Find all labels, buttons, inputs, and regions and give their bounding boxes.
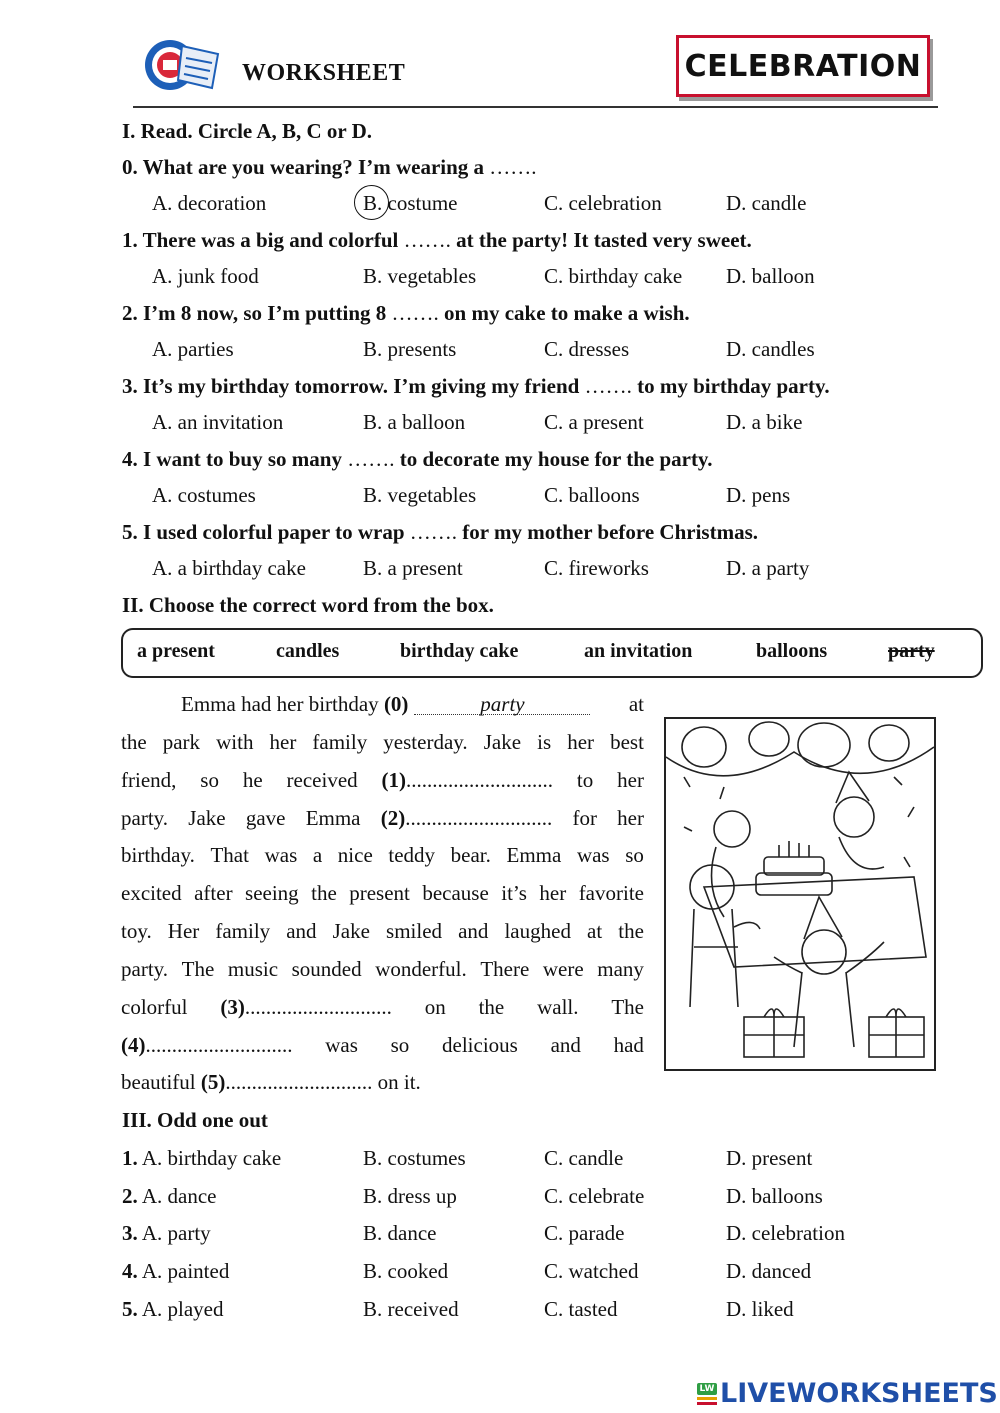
odd-2-option-b[interactable]: B. dress up xyxy=(363,1184,457,1208)
q2-option-b[interactable]: B. presents xyxy=(363,337,457,361)
q3-option-d[interactable]: D. a bike xyxy=(726,410,803,434)
q1-option-c[interactable]: C. birthday cake xyxy=(544,264,683,288)
section1-heading: I. Read. Circle A, B, C or D. xyxy=(122,119,373,143)
q3-option-a[interactable]: A. an invitation xyxy=(152,410,284,434)
q4-option-a[interactable]: A. costumes xyxy=(152,483,256,507)
odd-1-option-a[interactable]: 1. A. birthday cake xyxy=(122,1146,282,1170)
blank-1[interactable]: (1)............................ xyxy=(381,768,554,792)
passage-line-5: birthday. That was a nice teddy bear. Emma was so xyxy=(121,843,644,867)
odd-2-option-c[interactable]: C. celebrate xyxy=(544,1184,645,1208)
odd-4-option-a[interactable]: 4. A. painted xyxy=(122,1259,230,1283)
q0-option-c[interactable]: C. celebration xyxy=(544,191,662,215)
odd-4-option-c[interactable]: C. watched xyxy=(544,1259,639,1283)
passage-line-11: beautiful (5)............................ on it. xyxy=(121,1070,421,1094)
answer-0: party xyxy=(414,694,590,715)
passage-line-6: excited after seeing the present because it’s her favorite xyxy=(121,881,644,905)
answer-circle xyxy=(354,185,389,220)
liveworksheets-logo[interactable]: LW LIVEWORKSHEETS xyxy=(697,1378,998,1409)
word-party-used: party xyxy=(888,640,935,662)
odd-3-option-d[interactable]: D. celebration xyxy=(726,1221,845,1245)
q1-option-a[interactable]: A. junk food xyxy=(152,264,259,288)
blank-5[interactable]: (5)............................ xyxy=(200,1070,373,1094)
word-box xyxy=(121,628,983,678)
passage-line-1: Emma had her birthday (0) party at xyxy=(181,692,644,716)
q2-option-d[interactable]: D. candles xyxy=(726,337,815,361)
q0-option-a[interactable]: A. decoration xyxy=(152,191,267,215)
passage-line-8: party. The music sounded wonderful. There were many xyxy=(121,957,644,981)
odd-1-option-b[interactable]: B. costumes xyxy=(363,1146,466,1170)
odd-5-option-c[interactable]: C. tasted xyxy=(544,1297,618,1321)
odd-1-option-c[interactable]: C. candle xyxy=(544,1146,624,1170)
blank-3[interactable]: (3)............................ xyxy=(220,995,392,1019)
q5-option-a[interactable]: A. a birthday cake xyxy=(152,556,306,580)
word-birthday-cake: birthday cake xyxy=(400,640,519,662)
q5-option-c[interactable]: C. fireworks xyxy=(544,556,649,580)
question-4: 4. I want to buy so many ……. to decorate my house for the party. xyxy=(122,447,713,471)
q2-option-a[interactable]: A. parties xyxy=(152,337,234,361)
odd-2-option-d[interactable]: D. balloons xyxy=(726,1184,823,1208)
word-balloons: balloons xyxy=(756,640,828,662)
q2-option-c[interactable]: C. dresses xyxy=(544,337,630,361)
odd-5-option-a[interactable]: 5. A. played xyxy=(122,1297,224,1321)
question-1: 1. There was a big and colorful ……. at the party! It tasted very sweet. xyxy=(122,228,752,252)
passage-line-7: toy. Her family and Jake smiled and laughed at the xyxy=(121,919,644,943)
question-0: 0. What are you wearing? I’m wearing a ……. xyxy=(122,155,537,179)
q1-option-b[interactable]: B. vegetables xyxy=(363,264,477,288)
word-a-present: a present xyxy=(137,640,215,662)
odd-3-option-a[interactable]: 3. A. party xyxy=(122,1221,211,1245)
q4-option-c[interactable]: C. balloons xyxy=(544,483,640,507)
q0-option-d[interactable]: D. candle xyxy=(726,191,807,215)
passage-line-4: party. Jake gave Emma (2)............................ for her xyxy=(121,806,644,830)
blank-4[interactable]: (4)............................ xyxy=(121,1033,293,1057)
odd-4-option-d[interactable]: D. danced xyxy=(726,1259,812,1283)
question-2: 2. I’m 8 now, so I’m putting 8 ……. on my cake to make a wish. xyxy=(122,301,690,325)
odd-1-option-d[interactable]: D. present xyxy=(726,1146,813,1170)
q4-option-b[interactable]: B. vegetables xyxy=(363,483,477,507)
q5-option-b[interactable]: B. a present xyxy=(363,556,463,580)
passage-line-9: colorful (3)............................ on the wall. The xyxy=(121,995,644,1019)
q5-option-d[interactable]: D. a party xyxy=(726,556,810,580)
section2-heading: II. Choose the correct word from the box. xyxy=(122,593,494,617)
passage-line-3: friend, so he received (1)............................ to her xyxy=(121,768,644,792)
passage-line-10: (4)............................ was so delicious and had xyxy=(121,1033,644,1057)
odd-3-option-b[interactable]: B. dance xyxy=(363,1221,437,1245)
q1-option-d[interactable]: D. balloon xyxy=(726,264,815,288)
worksheet-title: WORKSHEET xyxy=(242,60,406,86)
q3-option-c[interactable]: C. a present xyxy=(544,410,644,434)
section3-heading: III. Odd one out xyxy=(122,1108,268,1132)
word-candles: candles xyxy=(276,640,340,662)
odd-5-option-b[interactable]: B. received xyxy=(363,1297,459,1321)
header-divider xyxy=(133,106,938,108)
q0-option-b[interactable]: B. costume xyxy=(363,191,458,215)
word-an-invitation: an invitation xyxy=(584,640,693,662)
question-3: 3. It’s my birthday tomorrow. I’m giving my friend ……. to my birthday party. xyxy=(122,374,830,398)
odd-2-option-a[interactable]: 2. A. dance xyxy=(122,1184,217,1208)
odd-3-option-c[interactable]: C. parade xyxy=(544,1221,625,1245)
party-illustration xyxy=(664,717,936,1071)
question-5: 5. I used colorful paper to wrap ……. for my mother before Christmas. xyxy=(122,520,758,544)
school-logo xyxy=(142,36,220,94)
liveworksheets-icon: LW xyxy=(697,1381,717,1407)
odd-5-option-d[interactable]: D. liked xyxy=(726,1297,794,1321)
q3-option-b[interactable]: B. a balloon xyxy=(363,410,466,434)
topic-title: CELEBRATION xyxy=(676,35,930,97)
blank-2[interactable]: (2)............................ xyxy=(380,806,553,830)
passage-line-2: the park with her family yesterday. Jake is her best xyxy=(121,730,644,754)
odd-4-option-b[interactable]: B. cooked xyxy=(363,1259,449,1283)
q4-option-d[interactable]: D. pens xyxy=(726,483,791,507)
